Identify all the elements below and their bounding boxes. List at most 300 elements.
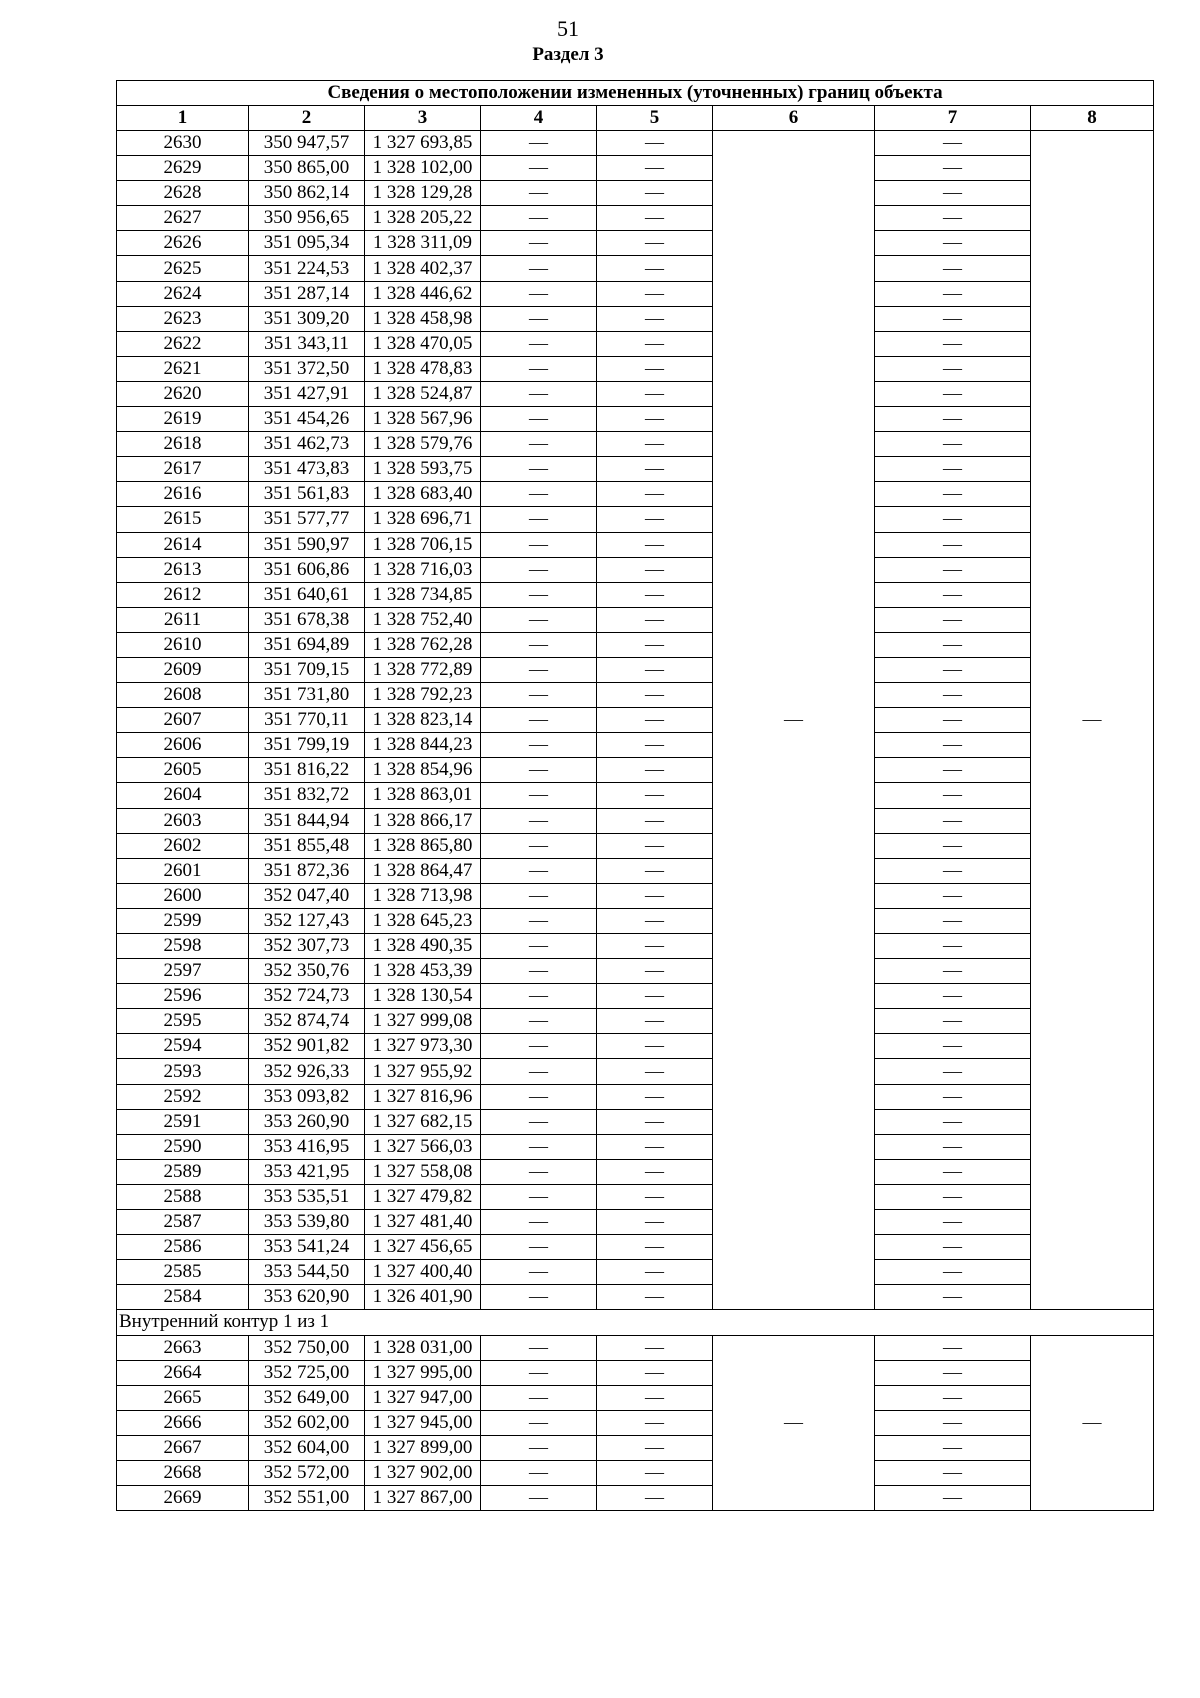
col5-dash: — — [597, 582, 713, 607]
column-number-7: 7 — [875, 106, 1031, 131]
col4-dash: — — [481, 683, 597, 708]
coordinate-y: 1 328 762,28 — [365, 632, 481, 657]
col4-dash: — — [481, 1486, 597, 1511]
table-row — [117, 1009, 1154, 1034]
table-row — [117, 758, 1154, 783]
col7-dash: — — [875, 607, 1031, 632]
col7-dash: — — [875, 432, 1031, 457]
col5-dash: — — [597, 733, 713, 758]
coordinate-y: 1 328 696,71 — [365, 507, 481, 532]
coordinate-x: 353 260,90 — [249, 1109, 365, 1134]
column-number-4: 4 — [481, 106, 597, 131]
coordinate-y: 1 327 566,03 — [365, 1134, 481, 1159]
table-row — [117, 457, 1154, 482]
boundary-coordinates-table — [116, 80, 1154, 1511]
col5-dash: — — [597, 1360, 713, 1385]
col5-dash: — — [597, 482, 713, 507]
point-number: 2604 — [117, 783, 249, 808]
col5-dash: — — [597, 1184, 713, 1209]
col4-dash: — — [481, 858, 597, 883]
coordinate-x: 351 799,19 — [249, 733, 365, 758]
coordinate-x: 351 095,34 — [249, 231, 365, 256]
coordinate-y: 1 328 567,96 — [365, 407, 481, 432]
col5-dash: — — [597, 1435, 713, 1460]
col7-dash: — — [875, 532, 1031, 557]
col7-dash: — — [875, 883, 1031, 908]
point-number: 2613 — [117, 557, 249, 582]
col4-dash: — — [481, 607, 597, 632]
col5-dash: — — [597, 557, 713, 582]
table-row — [117, 984, 1154, 1009]
point-number: 2600 — [117, 883, 249, 908]
col5-dash: — — [597, 407, 713, 432]
col5-dash: — — [597, 657, 713, 682]
coordinate-y: 1 328 752,40 — [365, 607, 481, 632]
coordinate-x: 350 865,00 — [249, 156, 365, 181]
col4-dash: — — [481, 959, 597, 984]
point-number: 2584 — [117, 1285, 249, 1310]
col7-dash: — — [875, 156, 1031, 181]
col4-dash: — — [481, 758, 597, 783]
coordinate-x: 351 462,73 — [249, 432, 365, 457]
col5-dash: — — [597, 833, 713, 858]
col7-dash: — — [875, 1486, 1031, 1511]
point-number: 2585 — [117, 1260, 249, 1285]
col7-dash: — — [875, 733, 1031, 758]
table-title-row — [117, 81, 1154, 106]
coordinate-y: 1 328 470,05 — [365, 331, 481, 356]
coordinate-y: 1 328 713,98 — [365, 883, 481, 908]
coordinate-x: 350 947,57 — [249, 131, 365, 156]
table-row — [117, 733, 1154, 758]
col5-dash: — — [597, 808, 713, 833]
table-row — [117, 482, 1154, 507]
point-number: 2607 — [117, 708, 249, 733]
coordinate-y: 1 328 645,23 — [365, 908, 481, 933]
col5-dash: — — [597, 1235, 713, 1260]
point-number: 2603 — [117, 808, 249, 833]
col7-dash: — — [875, 1059, 1031, 1084]
coordinate-x: 352 350,76 — [249, 959, 365, 984]
table-row — [117, 883, 1154, 908]
col8-merged-dash: — — [1031, 1335, 1154, 1511]
point-number: 2608 — [117, 683, 249, 708]
col4-dash: — — [481, 407, 597, 432]
table-row — [117, 1285, 1154, 1310]
col7-dash: — — [875, 632, 1031, 657]
inner-contour-label-row — [117, 1310, 1154, 1335]
coordinate-y: 1 328 772,89 — [365, 657, 481, 682]
coordinate-x: 351 224,53 — [249, 256, 365, 281]
point-number: 2625 — [117, 256, 249, 281]
col4-dash: — — [481, 432, 597, 457]
coordinate-x: 352 127,43 — [249, 908, 365, 933]
col5-dash: — — [597, 1335, 713, 1360]
coordinate-x: 353 535,51 — [249, 1184, 365, 1209]
column-number-3: 3 — [365, 106, 481, 131]
col4-dash: — — [481, 1360, 597, 1385]
inner-contour-label: Внутренний контур 1 из 1 — [117, 1310, 1154, 1335]
point-number: 2596 — [117, 984, 249, 1009]
coordinate-x: 351 731,80 — [249, 683, 365, 708]
col5-dash: — — [597, 381, 713, 406]
column-number-1: 1 — [117, 106, 249, 131]
point-number: 2626 — [117, 231, 249, 256]
col4-dash: — — [481, 181, 597, 206]
table-row — [117, 1335, 1154, 1360]
coordinate-x: 353 093,82 — [249, 1084, 365, 1109]
point-number: 2605 — [117, 758, 249, 783]
coordinate-x: 350 956,65 — [249, 206, 365, 231]
coordinate-x: 352 572,00 — [249, 1460, 365, 1485]
col4-dash: — — [481, 256, 597, 281]
coordinate-x: 351 287,14 — [249, 281, 365, 306]
col4-dash: — — [481, 808, 597, 833]
col7-dash: — — [875, 557, 1031, 582]
coordinate-y: 1 328 205,22 — [365, 206, 481, 231]
col5-dash: — — [597, 1385, 713, 1410]
coordinate-y: 1 328 844,23 — [365, 733, 481, 758]
col5-dash: — — [597, 632, 713, 657]
point-number: 2587 — [117, 1210, 249, 1235]
col6-merged-dash: — — [713, 1335, 875, 1511]
col5-dash: — — [597, 683, 713, 708]
table-row — [117, 1360, 1154, 1385]
point-number: 2612 — [117, 582, 249, 607]
coordinate-x: 351 816,22 — [249, 758, 365, 783]
coordinate-y: 1 327 973,30 — [365, 1034, 481, 1059]
table-row — [117, 632, 1154, 657]
table-row — [117, 1486, 1154, 1511]
col4-dash: — — [481, 381, 597, 406]
col4-dash: — — [481, 1385, 597, 1410]
col5-dash: — — [597, 883, 713, 908]
coordinate-x: 351 678,38 — [249, 607, 365, 632]
col5-dash: — — [597, 1460, 713, 1485]
point-number: 2621 — [117, 356, 249, 381]
col4-dash: — — [481, 1109, 597, 1134]
coordinate-x: 351 694,89 — [249, 632, 365, 657]
col7-dash: — — [875, 858, 1031, 883]
coordinate-y: 1 328 864,47 — [365, 858, 481, 883]
col4-dash: — — [481, 457, 597, 482]
point-number: 2622 — [117, 331, 249, 356]
point-number: 2610 — [117, 632, 249, 657]
table-row — [117, 281, 1154, 306]
col5-dash: — — [597, 1084, 713, 1109]
column-number-8: 8 — [1031, 106, 1154, 131]
col5-dash: — — [597, 1410, 713, 1435]
col5-dash: — — [597, 256, 713, 281]
coordinate-x: 351 855,48 — [249, 833, 365, 858]
col7-dash: — — [875, 457, 1031, 482]
col7-dash: — — [875, 708, 1031, 733]
table-row — [117, 407, 1154, 432]
col7-dash: — — [875, 331, 1031, 356]
col4-dash: — — [481, 206, 597, 231]
col5-dash: — — [597, 131, 713, 156]
col5-dash: — — [597, 1034, 713, 1059]
table-row — [117, 306, 1154, 331]
point-number: 2663 — [117, 1335, 249, 1360]
coordinate-x: 351 427,91 — [249, 381, 365, 406]
coordinate-x: 351 590,97 — [249, 532, 365, 557]
col7-dash: — — [875, 783, 1031, 808]
col4-dash: — — [481, 1034, 597, 1059]
coordinate-y: 1 327 955,92 — [365, 1059, 481, 1084]
table-row — [117, 1109, 1154, 1134]
col7-dash: — — [875, 1460, 1031, 1485]
col5-dash: — — [597, 457, 713, 482]
point-number: 2616 — [117, 482, 249, 507]
coordinate-y: 1 328 458,98 — [365, 306, 481, 331]
col4-dash: — — [481, 908, 597, 933]
table-row — [117, 557, 1154, 582]
col4-dash: — — [481, 557, 597, 582]
col4-dash: — — [481, 833, 597, 858]
col7-dash: — — [875, 1410, 1031, 1435]
col4-dash: — — [481, 657, 597, 682]
table-row — [117, 156, 1154, 181]
coordinate-y: 1 328 823,14 — [365, 708, 481, 733]
table-row — [117, 833, 1154, 858]
coordinate-x: 352 604,00 — [249, 1435, 365, 1460]
coordinate-y: 1 327 816,96 — [365, 1084, 481, 1109]
col4-dash: — — [481, 231, 597, 256]
coordinate-y: 1 328 579,76 — [365, 432, 481, 457]
table-row — [117, 808, 1154, 833]
coordinate-x: 352 047,40 — [249, 883, 365, 908]
point-number: 2589 — [117, 1159, 249, 1184]
column-number-5: 5 — [597, 106, 713, 131]
coordinate-x: 352 602,00 — [249, 1410, 365, 1435]
point-number: 2590 — [117, 1134, 249, 1159]
col6-merged-dash: — — [713, 131, 875, 1310]
table-row — [117, 1435, 1154, 1460]
col7-dash: — — [875, 934, 1031, 959]
point-number: 2623 — [117, 306, 249, 331]
point-number: 2611 — [117, 607, 249, 632]
coordinate-x: 351 832,72 — [249, 783, 365, 808]
column-number-2: 2 — [249, 106, 365, 131]
table-row — [117, 683, 1154, 708]
col4-dash: — — [481, 1285, 597, 1310]
col7-dash: — — [875, 381, 1031, 406]
coordinate-y: 1 327 456,65 — [365, 1235, 481, 1260]
col4-dash: — — [481, 1460, 597, 1485]
col5-dash: — — [597, 156, 713, 181]
col7-dash: — — [875, 1134, 1031, 1159]
table-row — [117, 1134, 1154, 1159]
coordinate-y: 1 328 453,39 — [365, 959, 481, 984]
coordinate-x: 352 901,82 — [249, 1034, 365, 1059]
coordinate-y: 1 327 867,00 — [365, 1486, 481, 1511]
point-number: 2614 — [117, 532, 249, 557]
point-number: 2620 — [117, 381, 249, 406]
point-number: 2667 — [117, 1435, 249, 1460]
col5-dash: — — [597, 1059, 713, 1084]
point-number: 2628 — [117, 181, 249, 206]
coordinate-x: 351 473,83 — [249, 457, 365, 482]
col4-dash: — — [481, 306, 597, 331]
col7-dash: — — [875, 1335, 1031, 1360]
coordinate-y: 1 327 995,00 — [365, 1360, 481, 1385]
table-row — [117, 432, 1154, 457]
col7-dash: — — [875, 407, 1031, 432]
coordinate-y: 1 327 481,40 — [365, 1210, 481, 1235]
coordinate-y: 1 328 524,87 — [365, 381, 481, 406]
col5-dash: — — [597, 181, 713, 206]
table-row — [117, 331, 1154, 356]
col5-dash: — — [597, 532, 713, 557]
table-row — [117, 1184, 1154, 1209]
col5-dash: — — [597, 959, 713, 984]
point-number: 2630 — [117, 131, 249, 156]
point-number: 2619 — [117, 407, 249, 432]
col4-dash: — — [481, 156, 597, 181]
col5-dash: — — [597, 281, 713, 306]
coordinate-y: 1 327 479,82 — [365, 1184, 481, 1209]
col5-dash: — — [597, 1260, 713, 1285]
coordinate-y: 1 328 446,62 — [365, 281, 481, 306]
coordinate-x: 351 872,36 — [249, 858, 365, 883]
coordinate-x: 352 724,73 — [249, 984, 365, 1009]
col5-dash: — — [597, 908, 713, 933]
coordinate-y: 1 328 478,83 — [365, 356, 481, 381]
col7-dash: — — [875, 1385, 1031, 1410]
col7-dash: — — [875, 657, 1031, 682]
coordinate-x: 350 862,14 — [249, 181, 365, 206]
table-row — [117, 1460, 1154, 1485]
table-row — [117, 1084, 1154, 1109]
point-number: 2606 — [117, 733, 249, 758]
col4-dash: — — [481, 1260, 597, 1285]
coordinate-x: 353 416,95 — [249, 1134, 365, 1159]
col7-dash: — — [875, 1184, 1031, 1209]
point-number: 2669 — [117, 1486, 249, 1511]
coordinate-x: 351 770,11 — [249, 708, 365, 733]
point-number: 2593 — [117, 1059, 249, 1084]
col8-merged-dash: — — [1031, 131, 1154, 1310]
col4-dash: — — [481, 482, 597, 507]
col7-dash: — — [875, 758, 1031, 783]
coordinate-y: 1 328 734,85 — [365, 582, 481, 607]
col7-dash: — — [875, 1210, 1031, 1235]
table-row — [117, 582, 1154, 607]
coordinate-y: 1 328 130,54 — [365, 984, 481, 1009]
table-row — [117, 206, 1154, 231]
col7-dash: — — [875, 1009, 1031, 1034]
col4-dash: — — [481, 783, 597, 808]
col5-dash: — — [597, 783, 713, 808]
coordinate-y: 1 328 865,80 — [365, 833, 481, 858]
coordinate-y: 1 328 854,96 — [365, 758, 481, 783]
point-number: 2594 — [117, 1034, 249, 1059]
table-row — [117, 607, 1154, 632]
coordinate-x: 351 309,20 — [249, 306, 365, 331]
coordinate-y: 1 328 129,28 — [365, 181, 481, 206]
coordinate-x: 352 725,00 — [249, 1360, 365, 1385]
col7-dash: — — [875, 281, 1031, 306]
point-number: 2598 — [117, 934, 249, 959]
coordinate-x: 353 539,80 — [249, 1210, 365, 1235]
col5-dash: — — [597, 607, 713, 632]
col5-dash: — — [597, 1009, 713, 1034]
col4-dash: — — [481, 883, 597, 908]
coordinate-x: 351 343,11 — [249, 331, 365, 356]
coordinate-y: 1 328 031,00 — [365, 1335, 481, 1360]
coordinate-x: 352 750,00 — [249, 1335, 365, 1360]
col5-dash: — — [597, 758, 713, 783]
col5-dash: — — [597, 206, 713, 231]
table-row — [117, 959, 1154, 984]
coordinate-x: 353 620,90 — [249, 1285, 365, 1310]
table-row — [117, 231, 1154, 256]
col4-dash: — — [481, 507, 597, 532]
col7-dash: — — [875, 231, 1031, 256]
col5-dash: — — [597, 1486, 713, 1511]
col5-dash: — — [597, 1159, 713, 1184]
coordinate-y: 1 328 866,17 — [365, 808, 481, 833]
col4-dash: — — [481, 1009, 597, 1034]
coordinate-x: 352 649,00 — [249, 1385, 365, 1410]
coordinate-x: 351 577,77 — [249, 507, 365, 532]
coordinate-x: 351 640,61 — [249, 582, 365, 607]
col7-dash: — — [875, 482, 1031, 507]
table-row — [117, 908, 1154, 933]
col7-dash: — — [875, 833, 1031, 858]
col7-dash: — — [875, 908, 1031, 933]
table-row — [117, 131, 1154, 156]
col4-dash: — — [481, 1084, 597, 1109]
coordinate-x: 351 454,26 — [249, 407, 365, 432]
col5-dash: — — [597, 507, 713, 532]
point-number: 2597 — [117, 959, 249, 984]
col5-dash: — — [597, 1134, 713, 1159]
point-number: 2609 — [117, 657, 249, 682]
col7-dash: — — [875, 1084, 1031, 1109]
coordinate-y: 1 328 311,09 — [365, 231, 481, 256]
table-title: Сведения о местоположении измененных (уточненных) границ объекта — [117, 81, 1154, 106]
col4-dash: — — [481, 1435, 597, 1460]
col4-dash: — — [481, 1159, 597, 1184]
coordinate-y: 1 328 683,40 — [365, 482, 481, 507]
point-number: 2668 — [117, 1460, 249, 1485]
col5-dash: — — [597, 1109, 713, 1134]
column-number-6: 6 — [713, 106, 875, 131]
col5-dash: — — [597, 984, 713, 1009]
col7-dash: — — [875, 1360, 1031, 1385]
col7-dash: — — [875, 206, 1031, 231]
col5-dash: — — [597, 331, 713, 356]
coordinate-y: 1 327 947,00 — [365, 1385, 481, 1410]
col7-dash: — — [875, 1235, 1031, 1260]
coordinate-x: 351 606,86 — [249, 557, 365, 582]
table-row — [117, 1260, 1154, 1285]
coordinate-y: 1 327 899,00 — [365, 1435, 481, 1460]
col4-dash: — — [481, 1335, 597, 1360]
col4-dash: — — [481, 582, 597, 607]
coordinate-x: 352 551,00 — [249, 1486, 365, 1511]
table-row — [117, 1210, 1154, 1235]
table-row — [117, 708, 1154, 733]
coordinate-x: 352 926,33 — [249, 1059, 365, 1084]
col5-dash: — — [597, 1210, 713, 1235]
coordinate-y: 1 327 682,15 — [365, 1109, 481, 1134]
point-number: 2592 — [117, 1084, 249, 1109]
col7-dash: — — [875, 1435, 1031, 1460]
col7-dash: — — [875, 1034, 1031, 1059]
